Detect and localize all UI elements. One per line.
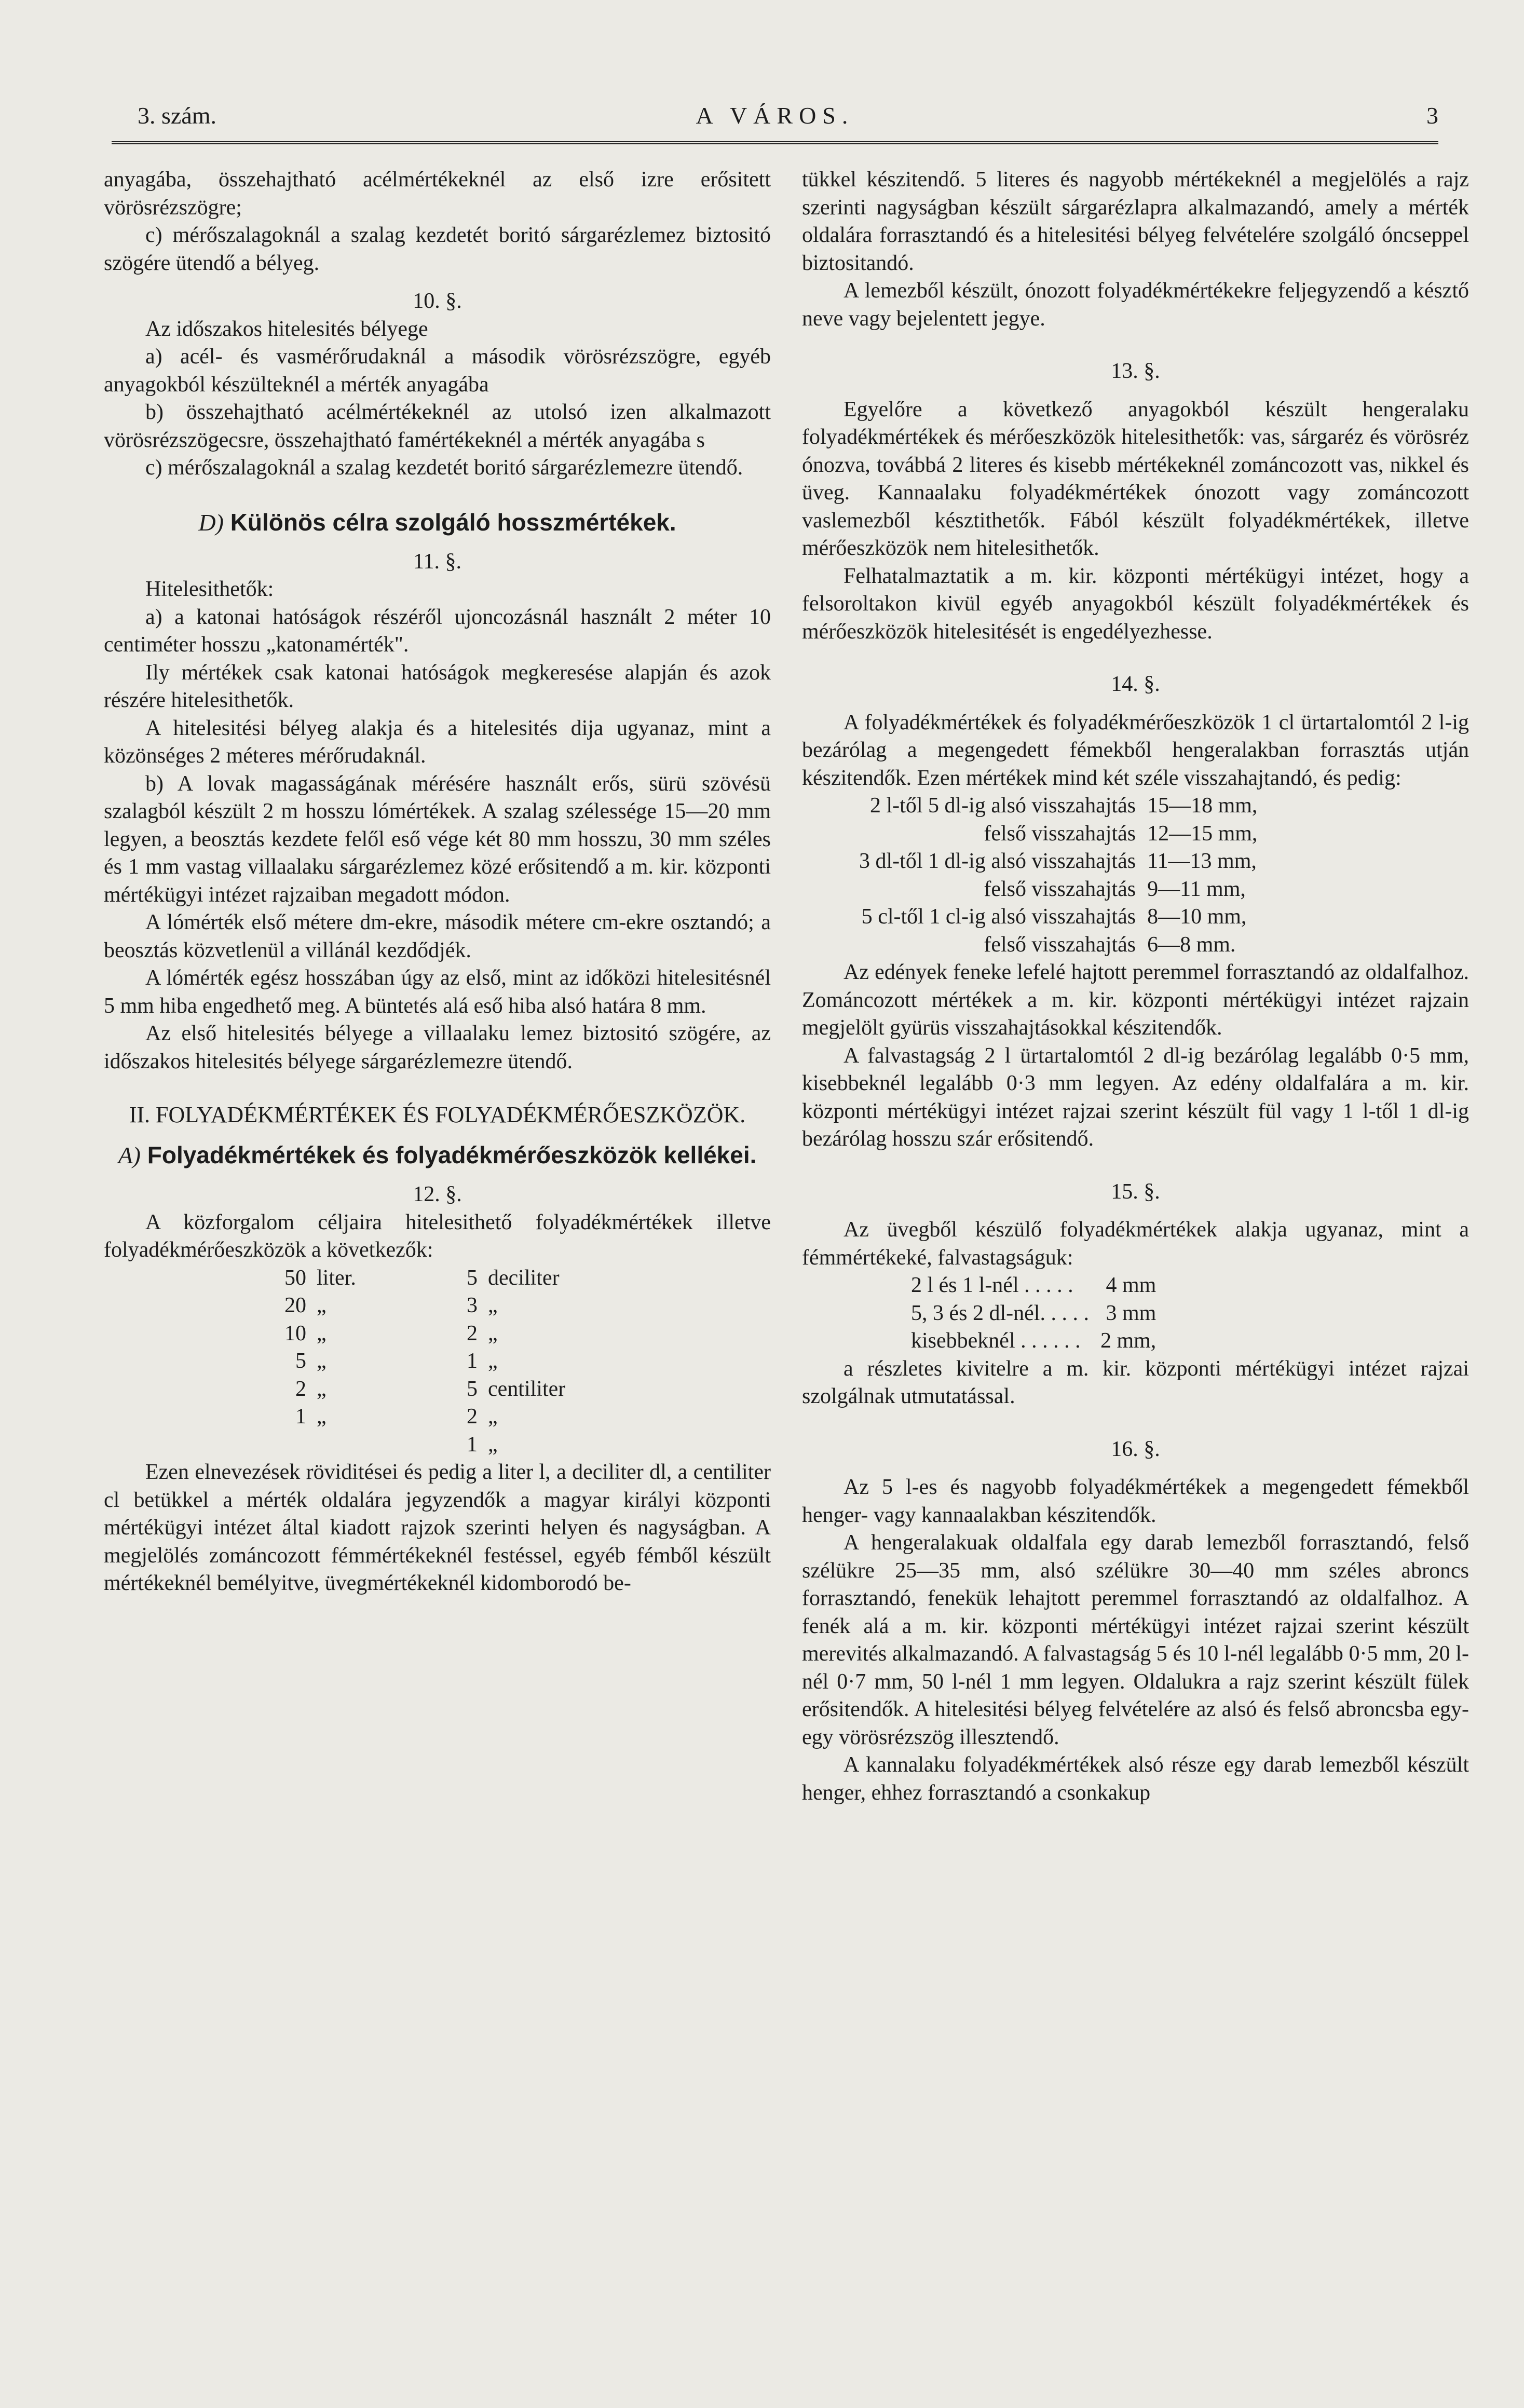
paragraph: A lómérték első métere dm-ekre, második métere cm-ekre osztandó; a beosztás közvetlenül a villánál kezdődjék. [104, 910, 771, 962]
right-column [802, 166, 1469, 1807]
table-cell: deciliter [488, 1266, 560, 1290]
table-cell: „ [488, 1321, 498, 1345]
section-heading: 15. §. [1111, 1179, 1160, 1204]
table-cell: 20 [284, 1294, 306, 1317]
chapter-heading: II. FOLYADÉKMÉRTÉKEK ÉS FOLYADÉKMÉRŐESZKÖZÖK. [129, 1102, 746, 1127]
page-number: 3 [1426, 102, 1438, 129]
unit-table [270, 1264, 576, 1459]
table-cell: „ [317, 1377, 326, 1401]
journal-title: A VÁROS. [696, 102, 854, 129]
paragraph: Ezen elnevezések röviditései és pedig a liter l, a deciliter dl, a centiliter cl betükkel a mérték oldalára jegyzendők a magyar királyi központi mértékügyi intézet által kiadott rajzok szerinti helyen és nagyságban. A megjelölés zománcozott fémmértékeknél festéssel, egyéb fémből készült mértékeknél bemélyitve, üvegmértékeknél kidomborodó be- [104, 1460, 771, 1595]
table-row [270, 1292, 576, 1320]
subsection-letter: D) [198, 509, 224, 536]
paragraph: A falvastagság 2 l ürtartalomtól 2 dl-ig bezárólag legalább 0·5 mm, kisebbeknél legalább 0·3 mm legyen. Az edény oldalfalára a m. kir. központi mértékügyi intézet rajzai szerint készült fül vagy 1 l-től 1 dl-ig bezárólag hosszu szár erősitendő. [802, 1043, 1469, 1151]
subsection-letter: A) [118, 1142, 141, 1168]
section-heading: 14. §. [1111, 672, 1160, 696]
table-cell: 2 l-től 5 dl-ig alsó visszahajtás [870, 794, 1136, 818]
paragraph: A lómérték egész hosszában úgy az első, mint az időközi hitelesitésnél 5 mm hiba engedhető meg. A büntetés alá eső hiba alsó határa 8 mm. [104, 966, 771, 1018]
paragraph: Felhatalmaztatik a m. kir. központi mértékügyi intézet, hogy a felsoroltakon kivül egyéb anyagokból készült folyadékmértékek és mérőeszközök hitelesitését is engedélyezhesse. [802, 564, 1469, 644]
paragraph: b) A lovak magasságának mérésére használt erős, sürü szövésü szalagból készült 2 m hosszu lómértékek. A szalag szélessége 15—20 mm legyen, a beosztás kezdete felől eső vége két 80 mm hosszu, 30 mm széles és 1 mm vastag villaalaku sárgarézlemez közé erősitendő a m. kir. központi mértékügyi intézet rajzaiban megadott módon. [104, 771, 771, 907]
left-column [104, 166, 771, 1598]
table-row [859, 903, 1257, 931]
table-row [270, 1320, 576, 1348]
paragraph: Az üvegből készülő folyadékmértékek alakja ugyanaz, mint a fémmértékeké, falvastagságuk: [802, 1218, 1469, 1270]
paragraph: Ily mértékek csak katonai hatóságok megkeresése alapján és azok részére hitelesithetők. [104, 660, 771, 712]
subsection-title: Folyadékmértékek és folyadékmérőeszközök kellékei. [147, 1141, 757, 1168]
table-cell: 3 mm [1106, 1301, 1156, 1325]
paragraph: Egyelőre a következő anyagokból készült hengeralaku folyadékmértékek és mérőeszközök hitelesithetők: vas, sárgaréz és vörösréz ónozva, továbbá 2 literes és kisebb mértékeknél zománcozott vas, nikkel és üveg. Kannaalaku folyadékmértékek ónozott vagy zománcozott vaslemezből késztithetők. Fából készült folyadékmértékek, illetve mérőeszközök nem hitelesithetők. [802, 397, 1469, 560]
table-cell: „ [317, 1294, 326, 1317]
table-row [911, 1300, 1156, 1328]
table-cell: liter. [317, 1266, 356, 1290]
table-cell: „ [317, 1405, 326, 1429]
paragraph: c) mérőszalagoknál a szalag kezdetét boritó sárgarézlemezre ütendő. [145, 456, 743, 480]
table-cell: 2 l és 1 l-nél . . . . . [911, 1273, 1073, 1297]
table-cell: 2 [467, 1321, 478, 1345]
paragraph: A hengeralakuak oldalfala egy darab lemezből forrasztandó, felső szélükre 25—35 mm, alsó szélükre 30—40 mm széles abroncs forrasztandó, fenekük lehajtott peremmel forrasztandó az oldalfalhoz. A fenék alá a m. kir. központi mértékügyi intézet rajzai szerint készült merevités alkalmazandó. A falvastagság 5 és 10 l-nél legalább 0·5 mm, 20 l-nél 0·7 mm, 50 l-nél 1 mm legyen. Oldalukra a rajz szerint készült fülek erősitendők. A hitelesitési bélyeg felvételére az alsó és felső abroncsba egy-egy vörösrézszög illesztendő. [802, 1531, 1469, 1749]
section-heading: 16. §. [1111, 1437, 1160, 1461]
table-cell: „ [317, 1321, 326, 1345]
table-cell: 2 [467, 1405, 478, 1429]
page-header [112, 102, 1438, 138]
table-cell: felső visszahajtás [984, 877, 1136, 901]
subsection-heading [104, 507, 771, 538]
table-cell: 9—11 mm, [1147, 877, 1246, 901]
paragraph: c) mérőszalagoknál a szalag kezdetét boritó sárgarézlemez biztositó szögére ütendő a bélyeg. [104, 223, 771, 275]
section-heading: 10. §. [413, 289, 462, 313]
table-row [859, 792, 1257, 820]
table-cell: felső visszahajtás [984, 932, 1136, 957]
header-rule [112, 141, 1438, 146]
table-cell: kisebbeknél . . . . . . [911, 1329, 1081, 1353]
table-cell: 6—8 mm. [1147, 932, 1236, 957]
table-row [859, 876, 1257, 904]
paragraph: tükkel készitendő. 5 literes és nagyobb mértékeknél a megjelölés a rajz szerinti nagyságban készült sárgarézlapra alkalmazandó, amely a mérték oldalára forrasztandó és a hitelesitési bélyeg felvételére szolgáló óncseppel biztositandó. [802, 168, 1469, 275]
section-heading: 12. §. [413, 1182, 462, 1206]
subsection-title: Különös célra szolgáló hosszmértékek. [230, 508, 676, 536]
table-cell [270, 1431, 317, 1459]
paragraph: Az időszakos hitelesités bélyege [145, 317, 428, 341]
table-cell: 3 dl-től 1 dl-ig alsó visszahajtás [859, 849, 1136, 873]
table-cell: „ [488, 1432, 498, 1457]
table-cell: „ [488, 1349, 498, 1373]
table-cell: 3 [467, 1294, 478, 1317]
table-cell: 1 [467, 1432, 478, 1457]
table-cell: 8—10 mm, [1147, 905, 1247, 929]
table-cell: „ [317, 1349, 326, 1373]
table-cell [317, 1431, 415, 1459]
table-cell: 5 [467, 1377, 478, 1401]
paragraph: a) acél- és vasmérőrudaknál a második vörösrézszögre, egyéb anyagokból készülteknél a mérték anyagába [104, 345, 771, 397]
table-cell: „ [488, 1294, 498, 1317]
table-cell: „ [488, 1405, 498, 1429]
paragraph: Az 5 l-es és nagyobb folyadékmértékek a megengedett fémekből henger- vagy kannaalakban készitendők. [802, 1475, 1469, 1527]
paragraph: A közforgalom céljaira hitelesithető folyadékmértékek illetve folyadékmérőeszközök a következők: [104, 1210, 771, 1262]
subsection-heading [104, 1140, 771, 1171]
table-cell: 11—13 mm, [1147, 849, 1257, 873]
table-row [859, 820, 1257, 848]
table-row [859, 931, 1257, 959]
table-row [270, 1403, 576, 1431]
table-cell: 5, 3 és 2 dl-nél. . . . . [911, 1301, 1089, 1325]
flange-table [859, 792, 1257, 959]
table-cell: 50 [284, 1266, 306, 1290]
paragraph: Hitelesithetők: [145, 577, 274, 601]
table-cell: 1 [295, 1405, 306, 1429]
table-cell: 15—18 mm, [1147, 794, 1258, 818]
table-cell: 12—15 mm, [1147, 821, 1258, 846]
issue-number: 3. szám. [138, 102, 217, 129]
paragraph: Az első hitelesités bélyege a villaalaku lemez biztositó szögére, az időszakos hitelesités bélyege sárgarézlemezre ütendő. [104, 1022, 771, 1073]
table-cell: 2 [295, 1377, 306, 1401]
table-row [270, 1348, 576, 1376]
table-cell: 2 mm, [1100, 1329, 1156, 1353]
table-row [911, 1327, 1156, 1355]
table-cell: 5 [467, 1266, 478, 1290]
table-row [859, 848, 1257, 876]
paragraph: A folyadékmértékek és folyadékmérőeszközök 1 cl ürtartalomtól 2 l-ig bezárólag a megengedett fémekből hengeralakban forrasztás utján készitendők. Ezen mértékek mind két széle visszahajtandó, és pedig: [802, 710, 1469, 790]
paragraph: A kannalaku folyadékmértékek alsó része egy darab lemezből készült henger, ehhez forrasztandó a csonkakup [802, 1753, 1469, 1805]
table-cell: 10 [284, 1321, 306, 1345]
section-heading: 13. §. [1111, 359, 1160, 383]
paragraph: A lemezből készült, ónozott folyadékmértékekre feljegyzendő a késztő neve vagy bejelentett jegye. [802, 279, 1469, 331]
section-heading: 11. §. [413, 549, 461, 574]
table-cell: felső visszahajtás [984, 821, 1136, 846]
thickness-table [911, 1272, 1156, 1355]
table-row [270, 1431, 576, 1459]
paragraph: Az edények feneke lefelé hajtott peremmel forrasztandó az oldalfalhoz. Zománcozott mértékek a m. kir. központi mértékügyi intézet rajzain megjelölt gyürüs visszahajtásokkal készitendők. [802, 960, 1469, 1040]
table-cell: 1 [467, 1349, 478, 1373]
paragraph: a) a katonai hatóságok részéről ujoncozásnál használt 2 méter 10 centiméter hosszu „katonamérték". [104, 605, 771, 657]
table-row [911, 1272, 1156, 1300]
paragraph: a részletes kivitelre a m. kir. központi mértékügyi intézet rajzai szolgálnak utmutatással. [802, 1356, 1469, 1408]
paragraph: A hitelesitési bélyeg alakja és a hitelesités dija ugyanaz, mint a közönséges 2 méteres mérőrudaknál. [104, 716, 771, 768]
table-cell: 5 cl-től 1 cl-ig alsó visszahajtás [861, 905, 1136, 929]
paragraph: b) összehajtható acélmértékeknél az utolsó izen alkalmazott vörösrézszögecsre, összehajtható famértékeknél a mérték anyagába s [104, 400, 771, 452]
table-cell: centiliter [488, 1377, 566, 1401]
table-row [270, 1376, 576, 1404]
table-row [270, 1264, 576, 1293]
table-cell: 4 mm [1106, 1273, 1156, 1297]
paragraph: anyagába, összehajtható acélmértékeknél az első izre erősitett vörösrézszögre; [104, 168, 771, 220]
table-cell: 5 [295, 1349, 306, 1373]
